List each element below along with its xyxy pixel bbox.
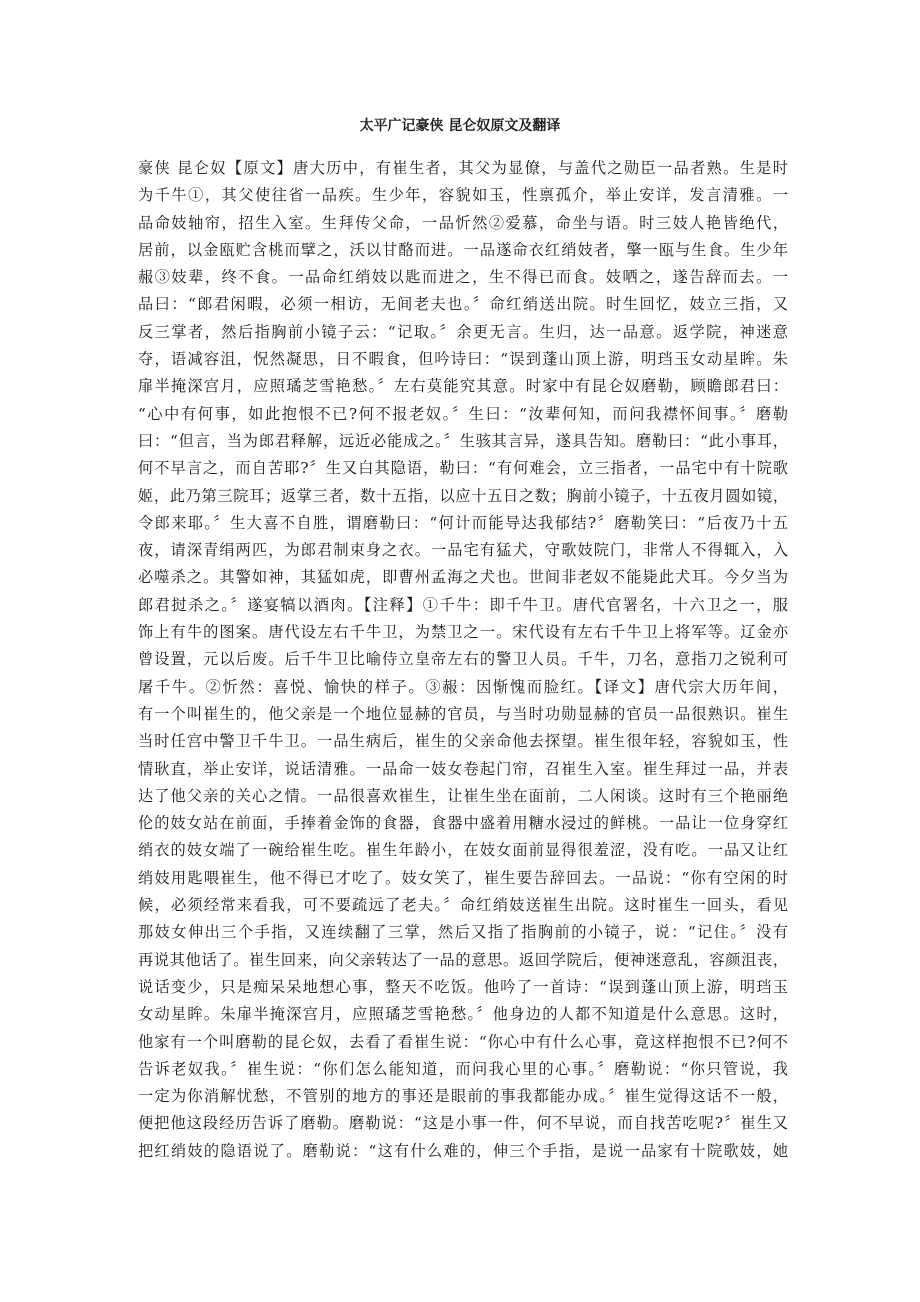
text-line: 反三掌者，然后指胸前小镜子云：“记取。〞余更无言。生归，达一品意。返学院，神迷意 bbox=[138, 322, 788, 341]
text-line: 郎君挝杀之。〞遂宴犒以酒肉。【注释】①千牛：即千牛卫。唐代官署名，十六卫之一，服 bbox=[138, 595, 788, 614]
text-line: 赧③妓辈，终不食。一品命红绡妓以匙而进之，生不得已而食。妓哂之，遂告辞而去。一 bbox=[138, 268, 788, 287]
text-line: 一定为你消解忧愁，不管别的地方的事还是眼前的事我都能办成。〞崔生觉得这话不一般， bbox=[138, 1087, 788, 1106]
text-line: 绡衣的妓女端了一碗给崔生吃。崔生年龄小，在妓女面前显得很羞涩，没有吃。一品又让红 bbox=[138, 841, 788, 860]
text-line: 夜，请深青绢两匹，为郎君制束身之衣。一品宅有猛犬，守歌妓院门，非常人不得辄入，入 bbox=[138, 541, 788, 560]
text-line: 何不早言之，而自苦耶?〞生又白其隐语，勒曰：“有何难会，立三指者，一品宅中有十院歌 bbox=[138, 459, 788, 478]
text-line: 有一个叫崔生的，他父亲是一个地位显赫的官员，与当时功勋显赫的官员一品很熟识。崔生 bbox=[138, 704, 788, 723]
text-line: 他家有一个叫磨勒的昆仑奴，去看了看崔生说：“你心中有什么心事，竟这样抱恨不已?何不 bbox=[138, 1032, 788, 1051]
text-line: 当时任宫中警卫千牛卫。一品生病后，崔生的父亲命他去探望。崔生很年轻，容貌如玉，性 bbox=[138, 732, 788, 751]
text-line: 曾设置，元以后废。后千牛卫比喻侍立皇帝左右的警卫人员。千牛，刀名，意指刀之锐利可 bbox=[138, 650, 788, 669]
text-line: 令郎来耶。〞生大喜不自胜，谓磨勒曰：“何计而能导达我郁结?〞磨勒笑曰：“后夜乃十五 bbox=[138, 513, 788, 532]
document-title: 太平广记豪侠 昆仑奴原文及翻译 bbox=[359, 118, 561, 134]
text-line: 品命妓轴帘，招生入室。生拜传父命，一品忻然②爱慕，命坐与语。时三妓人艳皆绝代， bbox=[138, 213, 788, 232]
text-line: 绡妓用匙喂崔生，他不得已才吃了。妓女笑了，崔生要告辞回去。一品说：“你有空闲的时 bbox=[138, 868, 788, 887]
text-line: 必噬杀之。其警如神，其猛如虎，即曹州孟海之犬也。世间非老奴不能毙此犬耳。今夕当为 bbox=[138, 568, 788, 587]
text-line: 说话变少，只是痴呆呆地想心事，整天不吃饭。他吟了一首诗：“误到蓬山顶上游，明珰玉 bbox=[138, 977, 788, 996]
text-line: 屠千牛。②忻然：喜悦、愉快的样子。③赧：因惭愧而脸红。【译文】唐代宗大历年间， bbox=[138, 677, 788, 696]
text-line: 候，必须经常来看我，可不要疏远了老夫。〞命红绡妓送崔生出院。这时崔生一回头，看见 bbox=[138, 896, 788, 915]
text-line: “心中有何事，如此抱恨不已?何不报老奴。〞生曰：“汝辈何知，而问我襟怀间事。〞磨勒 bbox=[138, 404, 788, 423]
text-line: 再说其他话了。崔生回来，向父亲转达了一品的意思。返回学院后，便神迷意乱，容颜沮丧， bbox=[138, 950, 788, 969]
text-line: 那妓女伸出三个手指，又连续翻了三掌，然后又指了指胸前的小镜子，说：“记住。〞没有 bbox=[138, 923, 788, 942]
text-line: 品曰：“郎君闲暇，必须一相访，无间老夫也。〞命红绡送出院。时生回忆，妓立三指，又 bbox=[138, 295, 788, 314]
text-line: 达了他父亲的关心之情。一品很喜欢崔生，让崔生坐在面前，二人闲谈。这时有三个艳丽绝 bbox=[138, 786, 788, 805]
text-line: 曰：“但言，当为郎君释解，远近必能成之。〞生骇其言异，遂具告知。磨勒曰：“此小事耳， bbox=[138, 431, 788, 450]
text-line: 告诉老奴我。〞崔生说：“你们怎么能知道，而问我心里的心事。〞磨勒说：“你只管说，我 bbox=[138, 1059, 788, 1078]
text-line: 情耿直，举止安详，说话清雅。一品命一妓女卷起门帘，召崔生入室。崔生拜过一品，并表 bbox=[138, 759, 788, 778]
text-line: 为千牛①，其父使往省一品疾。生少年，容貌如玉，性禀孤介，举止安详，发言清雅。一 bbox=[138, 186, 788, 205]
document-body bbox=[138, 155, 788, 1165]
text-line: 把红绡妓的隐语说了。磨勒说：“这有什么难的，伸三个手指，是说一品家有十院歌妓，她 bbox=[138, 1141, 788, 1160]
text-line: 夺，语减容沮，怳然凝思，日不暇食，但吟诗曰：“误到蓬山顶上游，明珰玉女动星眸。朱 bbox=[138, 350, 788, 369]
text-line: 女动星眸。朱扉半掩深宫月，应照璚芝雪艳愁。〞他身边的人都不知道是什么意思。这时， bbox=[138, 1005, 788, 1024]
text-line: 伦的妓女站在前面，手捧着金饰的食器，食器中盛着用糖水浸过的鲜桃。一品让一位身穿红 bbox=[138, 814, 788, 833]
text-line: 扉半掩深宫月，应照璚芝雪艳愁。〞左右莫能究其意。时家中有昆仑奴磨勒，顾瞻郎君曰： bbox=[138, 377, 788, 396]
text-line: 饰上有牛的图案。唐代设左右千牛卫，为禁卫之一。宋代设有左右千牛卫上将军等。辽金亦 bbox=[138, 623, 788, 642]
text-line: 居前，以金瓯贮含桃而擘之，沃以甘酪而进。一品遂命衣红绡妓者，擎一瓯与生食。生少年 bbox=[138, 240, 788, 259]
text-line: 豪侠 昆仑奴【原文】唐大历中，有崔生者，其父为显僚，与盖代之勋臣一品者熟。生是时 bbox=[138, 159, 788, 177]
text-line: 姬，此乃第三院耳；返掌三者，数十五指，以应十五日之数；胸前小镜子，十五夜月圆如镜， bbox=[138, 486, 788, 505]
text-line: 便把他这段经历告诉了磨勒。磨勒说：“这是小事一件，何不早说，而自找苦吃呢?〞崔生又 bbox=[138, 1114, 788, 1133]
